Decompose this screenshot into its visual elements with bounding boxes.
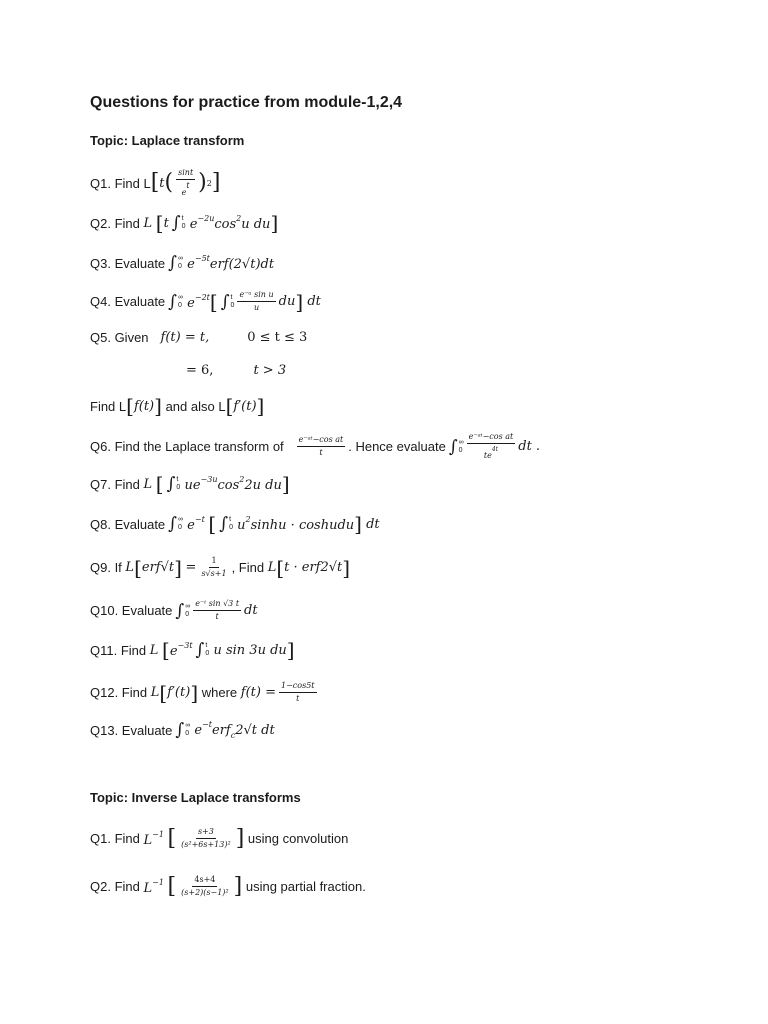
question-laplace-9: Q9. If L [ erf√t ] = $\frac{1}{s√s+1}$ , Find L [ t · erf2√t ] bbox=[90, 555, 351, 580]
question-inverse-2: Q2. Find $L^{-1}$ [ $\frac{4s+4}{\text{(s+2)(s−1)²}}$ ] using partial fraction. bbox=[90, 873, 366, 899]
question-laplace-6: Q6. Find the Laplace transform of $\frac{\text{e⁻ᵃᵗ−cos at}}{t}$ . Hence evaluate ∫ ∞ 0 $\frac{\text{e⁻ᵃᵗ−cos at}}{te^{4t}}$ dt . bbox=[90, 432, 541, 460]
integral-sign: ∫ ∞ 0 bbox=[448, 436, 464, 457]
question-inverse-1: Q1. Find $L^{-1}$ [ $\frac{s+3}{\text{(s²+6s+13)²}}$ ] using convolution bbox=[90, 825, 349, 851]
question-laplace-5: Q5. Given f(t) = t, 0 ≤ t ≤ 3 bbox=[90, 330, 308, 345]
integral-sign: ∫ ∞ 0 bbox=[168, 253, 184, 273]
integral-sign: ∫ t 0 bbox=[219, 514, 233, 534]
page-title: Questions for practice from module-1,2,4 bbox=[90, 94, 403, 111]
q10-fraction: $\frac{\text{e⁻ᵗ sin √3 t}}{t}$ bbox=[195, 599, 240, 621]
q1-fraction: $\frac{\sin t}{et}$ bbox=[178, 168, 194, 197]
inverse-q1-fraction: $\frac{s+3}{\text{(s²+6s+13)²}}$ bbox=[181, 827, 231, 849]
q6-fraction: $\frac{\text{e⁻ᵃᵗ−cos at}}{t}$ bbox=[298, 435, 344, 457]
q6-fraction-2: $\frac{\text{e⁻ᵃᵗ−cos at}}{te^{4t}}$ bbox=[468, 432, 514, 460]
inverse-q2-fraction: $\frac{4s+4}{\text{(s+2)(s−1)²}}$ bbox=[181, 875, 229, 897]
question-laplace-4: Q4. Evaluate ∫ ∞ 0 $e^{-2t}$ [ ∫ t 0 $\frac{\text{e⁻ᵘ sin u}}{u}$ du ] dt bbox=[90, 289, 321, 314]
question-laplace-12: Q12. Find L [ f′(t) ] where f(t) = $\frac{1-\cos 5t}{t}$ bbox=[90, 680, 315, 705]
question-laplace-3: Q3. Evaluate ∫ ∞ 0 $e^{-5t}erf(2√t)dt$ bbox=[90, 253, 275, 273]
question-laplace-8: Q8. Evaluate ∫ ∞ 0 $e^{-t}$ [ ∫ t 0 $u^2\sinh u$ · coshudu ] dt bbox=[90, 512, 380, 536]
integral-sign: ∫ ∞ 0 bbox=[168, 291, 184, 312]
q9-fraction: $\frac{1}{s√s+1}$ bbox=[201, 556, 227, 578]
question-laplace-5-case-2: = 6, t > 3 bbox=[186, 363, 287, 378]
integral-sign: ∫ ∞ 0 bbox=[175, 720, 191, 740]
integral-sign: ∫ ∞ 0 bbox=[168, 514, 184, 534]
topic-inverse-heading: Topic: Inverse Laplace transforms bbox=[90, 790, 301, 805]
question-laplace-5-find: Find L [ f(t) ] and also L [ f′(t) ] bbox=[90, 394, 265, 418]
question-laplace-2: Q2. Find L [ t ∫ t 0 $e^{-2u}\cos^2u$ du ] bbox=[90, 211, 279, 235]
question-laplace-10: Q10. Evaluate ∫ ∞ 0 $\frac{\text{e⁻ᵗ sin √3 t}}{t}$ dt bbox=[90, 599, 258, 621]
integral-sign: ∫ t 0 bbox=[171, 213, 186, 233]
question-laplace-7: Q7. Find L [ ∫ t 0 $ue^{-3u}\cos^22u$ du ] bbox=[90, 472, 290, 496]
q4-fraction: $\frac{\text{e⁻ᵘ sin u}}{u}$ bbox=[239, 290, 274, 312]
integral-sign: ∫ t 0 bbox=[220, 291, 235, 312]
topic-laplace-heading: Topic: Laplace transform bbox=[90, 133, 245, 148]
integral-sign: ∫ t 0 bbox=[166, 474, 181, 494]
integral-sign: ∫ t 0 bbox=[195, 640, 210, 660]
question-laplace-1: Q1. Find L [ t ( $\frac{\sin t}{et}$ ) 2 ] bbox=[90, 168, 221, 197]
question-laplace-13: Q13. Evaluate ∫ ∞ 0 $e^{-t}erf_c2√t$ dt bbox=[90, 720, 275, 740]
q1-label: Q1. Find L bbox=[90, 175, 151, 191]
integral-sign: ∫ ∞ 0 bbox=[175, 600, 191, 621]
question-laplace-11: Q11. Find L [ $e^{-3t}$ ∫ t 0 u sin 3u du ] bbox=[90, 638, 295, 662]
q12-fraction: $\frac{1-\cos 5t}{t}$ bbox=[281, 681, 315, 703]
